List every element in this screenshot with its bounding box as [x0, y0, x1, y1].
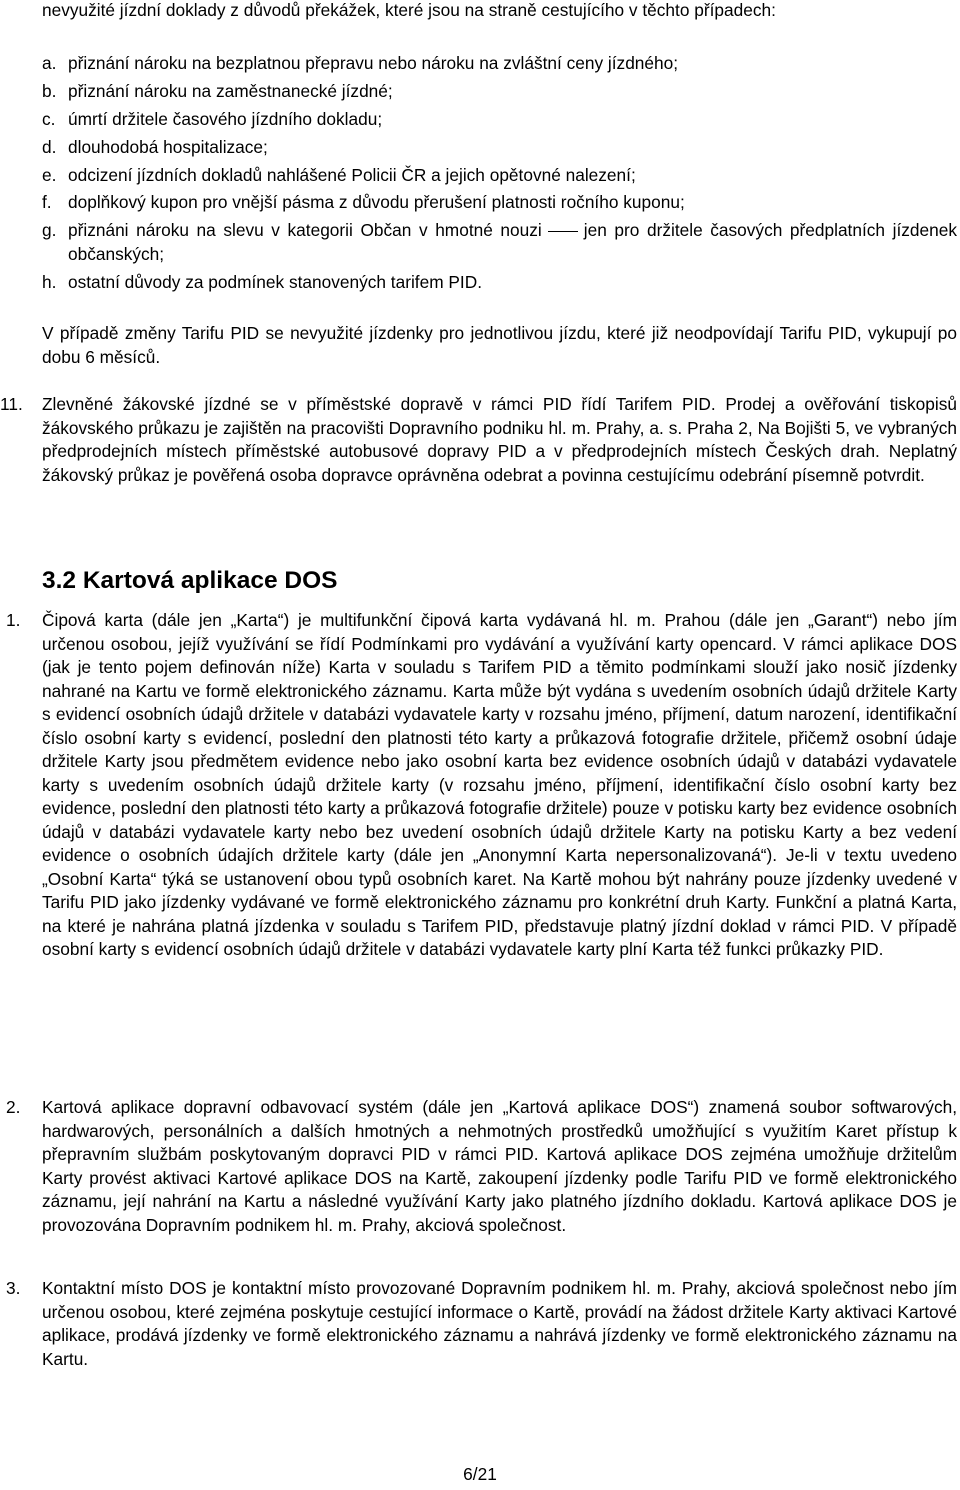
list-marker: b. [42, 80, 57, 101]
list-marker: g. [42, 220, 57, 241]
intro-paragraph: nevyužité jízdní doklady z důvodů překážek, které jsou na straně cestujícího v těchto případech: [42, 0, 776, 20]
list-marker: h. [42, 271, 57, 292]
list-item-text: přiznání nároku na bezplatnou přepravu nebo nároku na zvláštní ceny jízdného; [68, 53, 679, 73]
tariff-paragraph: V případě změny Tarifu PID se nevyužité jízdenky pro jednotlivou jízdu, které již neodpovídají Tarifu PID, vykupují po dobu 6 měsíců. [42, 323, 957, 367]
list-marker: a. [42, 53, 57, 73]
list-item-text: odcizení jízdních dokladů nahlášené Policii ČR a jejich opětovné nalezení; [68, 164, 636, 185]
item-number: 11. [0, 394, 23, 414]
list-item-text: ostatní důvody za podmínek stanovených tarifem PID. [68, 271, 483, 292]
list-marker: d. [42, 136, 57, 157]
list-item-text-part: jen pro držitele časových předplatních jízdenek občanských; [68, 220, 957, 264]
list-item [42, 136, 957, 160]
list-item-text [68, 219, 957, 266]
list-item [42, 52, 957, 76]
item-text: Kartová aplikace dopravní odbavovací systém (dále jen „Kartová aplikace DOS“) znamená soubor softwarových, hardwarových, personálních a dalších hmotných a nehmotných prostředků umožňující s využitím Karet přístup k přepravním službám poskytovaným dopravci PID v rámci PID. Kartová aplikace DOS zejména umožňuje držitelům Karty provést aktivaci Kartové aplikace DOS na Kartě, zakoupení jízdenky podle Tarifu PID ve formě elektronického záznamu, její nahrání na Kartu a následné využívání Karty jako platného jízdního dokladu. Kartová aplikace DOS je provozována Dopravním podnikem hl. m. Prahy, akciová společnost. [42, 1097, 957, 1235]
list-item [42, 108, 957, 132]
list-item-text-part: přiznáni nároku na slevu v kategorii Občan v hmotné nouzi [68, 220, 542, 241]
reasons-list [42, 52, 957, 299]
list-item [42, 271, 957, 295]
list-item [42, 80, 957, 104]
numbered-item-3 [0, 1277, 957, 1371]
item-text: Kontaktní místo DOS je kontaktní místo provozované Dopravním podnikem hl. m. Prahy, akciová společnost nebo jím určenou osobou, které zejména poskytuje cestující informace o Kartě, provádí na žádost držitele Karty aktivaci Kartové aplikace, prodává jízdenky ve formě elektronického záznamu a nahrává jízdenky ve formě elektronického záznamu na Kartu. [42, 1278, 957, 1369]
page-number: 6/21 [463, 1464, 497, 1484]
numbered-item-2 [0, 1096, 957, 1237]
list-item [42, 219, 957, 266]
em-dash [548, 231, 578, 232]
section-heading: 3.2 Kartová aplikace DOS [42, 567, 338, 594]
list-marker: f. [42, 192, 52, 213]
item-number: 3. [6, 1278, 21, 1298]
list-item-text: úmrtí držitele časového jízdního dokladu; [68, 108, 383, 129]
numbered-item-1 [0, 609, 957, 962]
list-item-text: přiznání nároku na zaměstnanecké jízdné; [68, 80, 393, 101]
list-marker: e. [42, 164, 57, 185]
item-number: 2. [6, 1097, 21, 1117]
list-item [42, 164, 957, 188]
list-item-text: doplňkový kupon pro vnější pásma z důvodu přerušení platnosti ročního kuponu; [68, 192, 685, 213]
list-item [42, 191, 957, 215]
numbered-item-11 [0, 393, 957, 487]
list-marker: c. [42, 108, 56, 129]
item-text: Čipová karta (dále jen „Karta“) je multifunkční čipová karta vydávaná hl. m. Prahou (dále jen „Garant“) nebo jím určenou osobou, jejíž využívání se řídí Podmínkami pro vydávání a využívání karty opencard. V rámci aplikace DOS (jak je tento pojem definován níže) Karta v souladu s Tarifem PID a těmito podmínkami slouží jako nosič jízdenky nahrané na Kartu ve formě elektronického záznamu. Karta může být vydána s uvedením osobních údajů držitele Karty s evidencí osobních údajů držitele v databázi vydavatele karty v rozsahu jméno, příjmení, datum narození, identifikační číslo osobní karty s evidencí, poslední den platnosti této karty a průkazová fotografie držitele, přičemž osobní údaje držitele Karty jsou předmětem evidence nebo jako osobní karta bez evidence osobních údajů v databázi vydavatele karty s uvedením osobních údajů držitele karty (v rozsahu jméno, příjmení, identifikační číslo osobní karty bez evidence, poslední den platnosti této karty a průkazová fotografie držitele) pouze v potisku karty bez evidence osobních údajů v databázi vydavatele karty nebo bez uvedení osobních údajů držitele Karty na potisku Karty a bez vedení evidence o osobních údajích držitele karty (dále jen „Anonymní Karta nepersonalizovaná“). Je-li v textu uvedeno „Osobní Karta“ týká se ustanovení obou typů osobních karet. Na Kartě mohou být nahrány pouze jízdenky uvedené v Tarifu PID jako jízdenky vydávané ve formě elektronického záznamu pro konkrétní druh Karty. Funkční a platná Karta, na které je nahrána platná jízdenka v souladu s Tarifem PID, představuje platný jízdní doklad v rámci PID. V případě osobní karty s evidencí osobních údajů držitele v databázi vydavatele karty plní Karta též funkci průkazky PID. [42, 610, 957, 959]
list-item-text: dlouhodobá hospitalizace; [68, 136, 268, 157]
item-text: Zlevněné žákovské jízdné se v příměstské dopravě v rámci PID řídí Tarifem PID. Prodej a ověřování tiskopisů žákovského průkazu je zajištěn na pracovišti Dopravního podniku hl. m. Prahy, a. s. Praha 2, Na Bojišti 5, ve vybraných předprodejních místech příměstské autobusové dopravy PID a v předprodejních místech Českých drah. Neplatný žákovský průkaz je pověřená osoba dopravce oprávněna odebrat a povinna cestujícímu odebrání písemně potvrdit. [42, 394, 957, 485]
item-number: 1. [6, 610, 21, 630]
